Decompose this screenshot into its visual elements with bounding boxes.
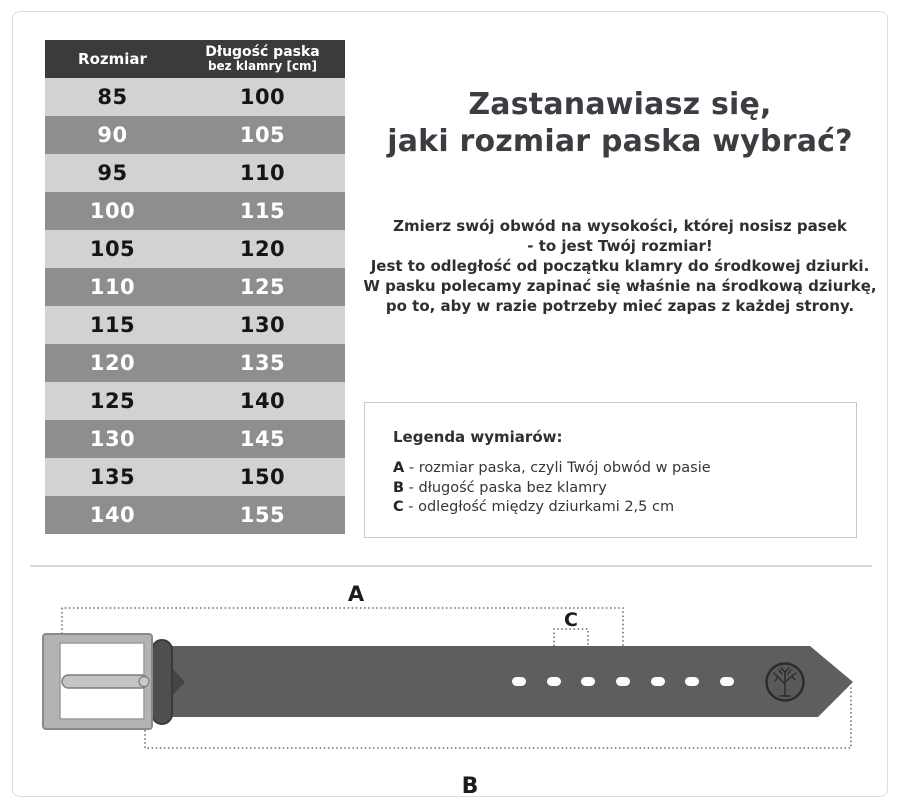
intro-paragraph-line: - to jest Twój rozmiar! <box>527 237 713 255</box>
table-cell: 100 <box>239 85 286 109</box>
intro-paragraph-line: W pasku polecamy zapinać się właśnie na środkową dziurkę, <box>363 277 877 295</box>
table-cell: 135 <box>89 465 136 489</box>
dimension-label-c: C <box>564 609 578 631</box>
tree-logo-icon <box>767 664 804 701</box>
size-table-body <box>45 78 345 534</box>
belt-strap <box>160 646 853 717</box>
belt-dimension-diagram <box>0 566 900 802</box>
table-cell: 110 <box>89 275 136 299</box>
table-cell: 100 <box>89 199 136 223</box>
table-cell: 90 <box>97 123 128 147</box>
table-cell: 135 <box>239 351 286 375</box>
legend-key-a: A <box>393 460 405 476</box>
table-cell: 105 <box>89 237 136 261</box>
page-title-line2: jaki rozmiar paska wybrać? <box>387 124 853 159</box>
table-cell: 150 <box>239 465 286 489</box>
table-row <box>45 344 345 382</box>
legend-title: Legenda wymiarów: <box>393 428 563 446</box>
table-row <box>45 496 345 534</box>
intro-paragraph <box>350 216 890 316</box>
table-row <box>45 78 345 116</box>
legend-item-c <box>393 498 846 518</box>
table-cell: 130 <box>239 313 286 337</box>
table-cell: 95 <box>97 161 128 185</box>
table-row <box>45 420 345 458</box>
intro-section <box>350 86 890 316</box>
legend-sep: - <box>403 499 419 515</box>
table-cell: 120 <box>89 351 136 375</box>
legend-sep: - <box>404 460 419 476</box>
column-header-length-line2: bez klamry [cm] <box>207 59 318 73</box>
table-cell: 155 <box>239 503 286 527</box>
belt-buckle <box>43 634 152 729</box>
dimension-label-b: B <box>461 774 479 799</box>
table-cell: 125 <box>89 389 136 413</box>
belt-keeper <box>152 640 172 724</box>
table-cell: 125 <box>239 275 286 299</box>
size-table <box>45 40 345 534</box>
table-cell: 130 <box>89 427 136 451</box>
page-title-line1: Zastanawiasz się, <box>468 87 772 122</box>
legend-text-a: rozmiar paska, czyli Twój obwód w pasie <box>418 460 711 476</box>
table-row <box>45 458 345 496</box>
column-header-size: Rozmiar <box>78 50 147 68</box>
table-row <box>45 230 345 268</box>
table-cell: 115 <box>89 313 136 337</box>
table-cell: 85 <box>97 85 128 109</box>
column-header-length <box>180 45 345 73</box>
table-row <box>45 154 345 192</box>
legend-text-c: odległość między dziurkami 2,5 cm <box>418 499 675 515</box>
table-cell: 115 <box>239 199 286 223</box>
table-cell: 140 <box>89 503 136 527</box>
table-row <box>45 382 345 420</box>
table-row <box>45 192 345 230</box>
legend-key-c: C <box>393 499 404 515</box>
intro-paragraph-line: Jest to odległość od początku klamry do środkowej dziurki. <box>370 257 870 275</box>
table-cell: 120 <box>239 237 286 261</box>
legend-text-b: długość paska bez klamry <box>418 479 607 496</box>
table-cell: 110 <box>239 161 286 185</box>
column-header-length-line1: Długość paska <box>205 44 320 60</box>
dimension-label-a: A <box>347 582 365 606</box>
table-row <box>45 306 345 344</box>
page-title <box>350 86 890 160</box>
legend-box <box>364 402 857 538</box>
intro-paragraph-line: Zmierz swój obwód na wysokości, której nosisz pasek <box>393 217 847 235</box>
legend-key-b: B <box>393 479 405 496</box>
legend-sep: - <box>404 479 419 496</box>
legend-item-a <box>393 459 846 479</box>
legend-item-b <box>393 479 846 499</box>
table-cell: 105 <box>239 123 286 147</box>
buckle-prong <box>62 675 148 688</box>
intro-paragraph-line: po to, aby w razie potrzeby mieć zapas z każdej strony. <box>385 297 855 315</box>
table-cell: 140 <box>239 389 286 413</box>
table-row <box>45 268 345 306</box>
size-table-header <box>45 40 345 78</box>
table-cell: 145 <box>239 427 286 451</box>
table-row <box>45 116 345 154</box>
